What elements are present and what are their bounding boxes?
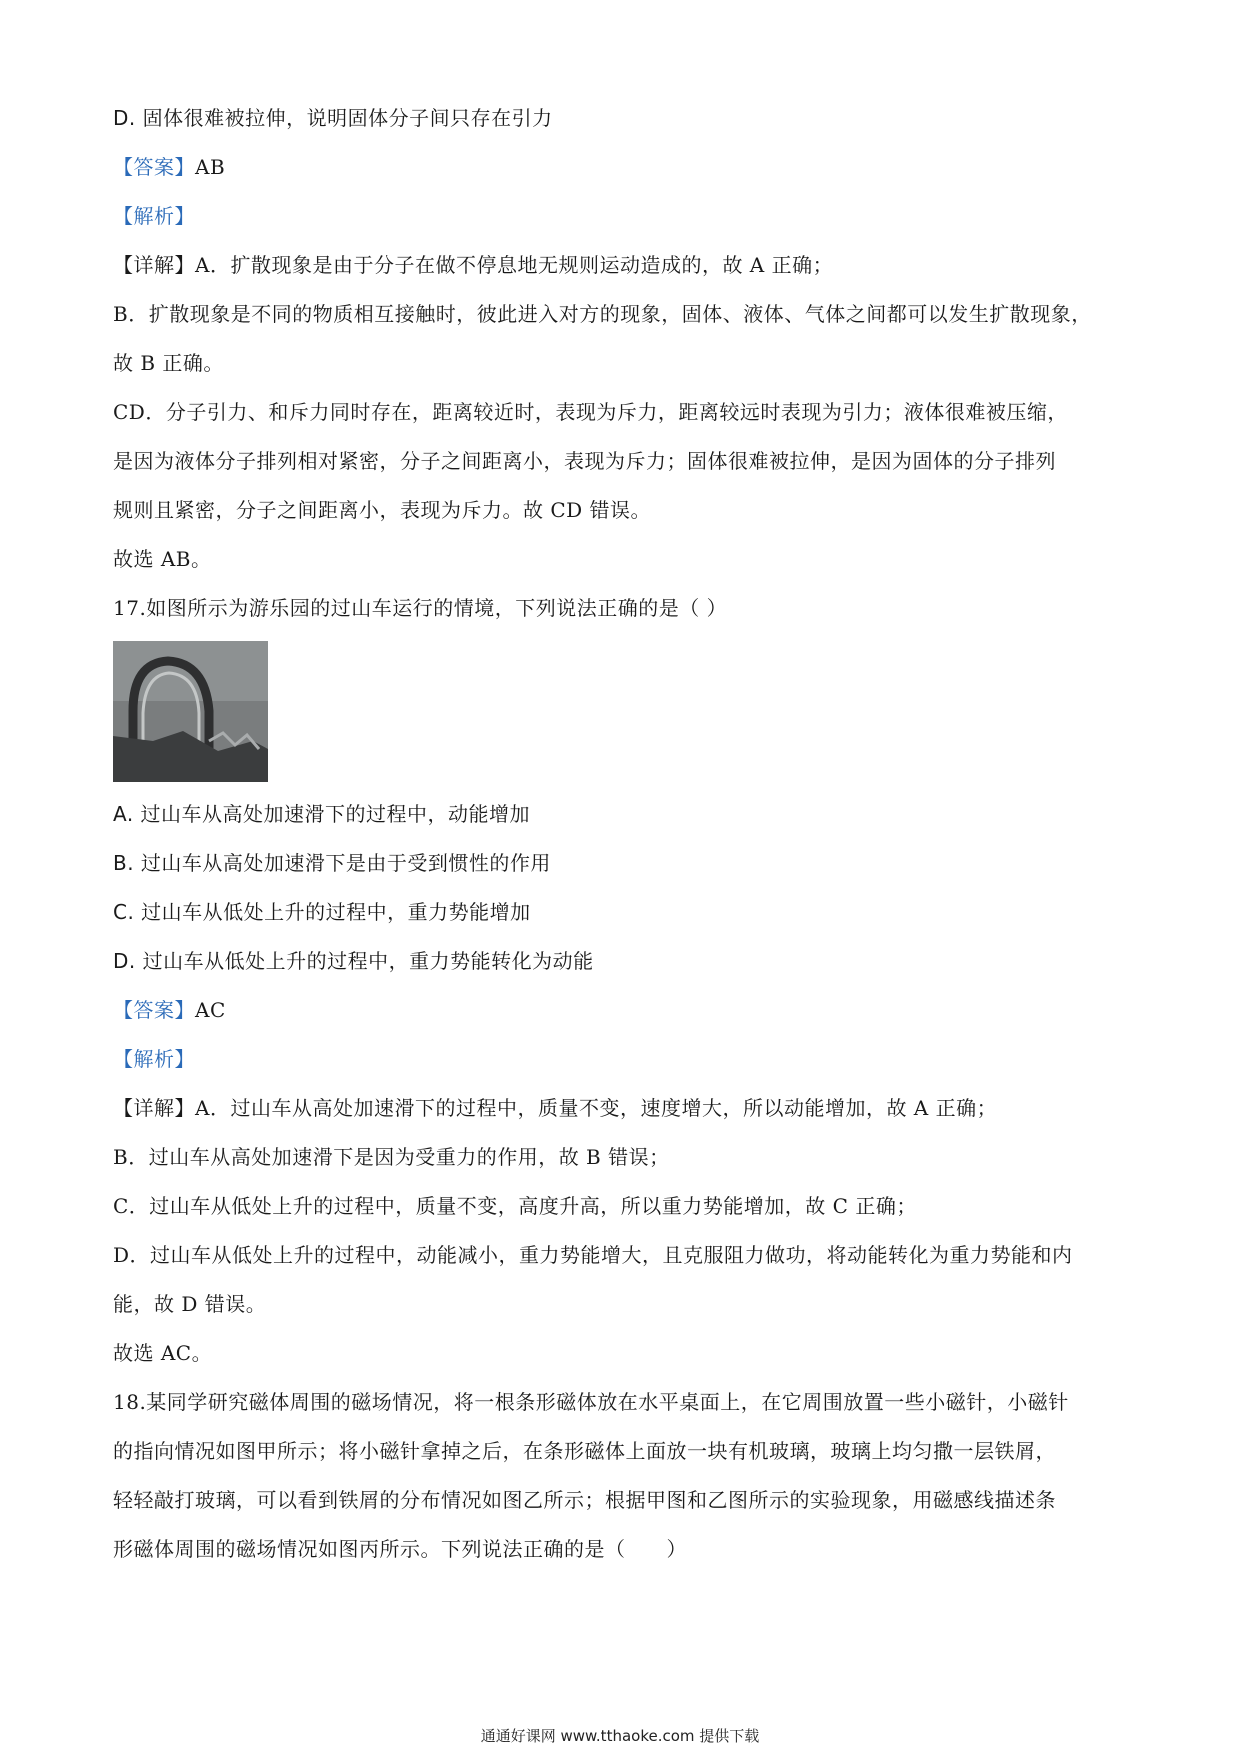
q18-line-4: 形磁体周围的磁场情况如图丙所示。下列说法正确的是（ ） <box>113 1537 687 1561</box>
q16-detail-cd-2: 是因为液体分子排列相对紧密，分子之间距离小，表现为斥力；固体很难被拉伸，是因为固体的分子排列 <box>113 449 1056 473</box>
q16-detail-b-2: 故 B 正确。 <box>113 351 224 375</box>
detail-tag: 【详解】 <box>113 1096 195 1120</box>
q16-analysis-tag: 【解析】 <box>113 204 195 228</box>
q17-option-d: D. 过山车从低处上升的过程中，重力势能转化为动能 <box>113 949 594 973</box>
q17-option-a: A. 过山车从高处加速滑下的过程中，动能增加 <box>113 802 531 826</box>
page-footer: 通通好课网 www.tthaoke.com 提供下载 <box>480 1727 760 1745</box>
q18-line-3: 轻轻敲打玻璃，可以看到铁屑的分布情况如图乙所示；根据甲图和乙图所示的实验现象，用磁感线描述条 <box>113 1488 1056 1512</box>
q16-answer: AB <box>195 155 226 179</box>
answer-tag: 【答案】 <box>113 155 195 179</box>
q17-detail-d-2: 能，故 D 错误。 <box>113 1292 267 1316</box>
q16-option-d: D. 固体很难被拉伸，说明固体分子间只存在引力 <box>113 106 553 130</box>
q16-detail-b-1: B．扩散现象是不同的物质相互接触时，彼此进入对方的现象，固体、液体、气体之间都可以发生扩散现象， <box>113 302 1092 326</box>
roller-coaster-image <box>113 641 268 782</box>
q16-conclusion: 故选 AB。 <box>113 547 212 571</box>
q18-line-2: 的指向情况如图甲所示；将小磁针拿掉之后，在条形磁体上面放一块有机玻璃，玻璃上均匀撒一层铁屑， <box>113 1439 1056 1463</box>
q17-analysis-tag: 【解析】 <box>113 1047 195 1071</box>
q17-question: 17.如图所示为游乐园的过山车运行的情境，下列说法正确的是（ ） <box>113 596 728 620</box>
q17-detail-c: C．过山车从低处上升的过程中，质量不变，高度升高，所以重力势能增加，故 C 正确； <box>113 1194 917 1218</box>
q17-option-c: C. 过山车从低处上升的过程中，重力势能增加 <box>113 900 531 924</box>
roller-coaster-photo <box>113 641 268 782</box>
q17-answer-line <box>113 996 226 1024</box>
q18-line-1: 18.某同学研究磁体周围的磁场情况，将一根条形磁体放在水平桌面上，在它周围放置一些小磁针，小磁针 <box>113 1390 1069 1414</box>
q17-conclusion: 故选 AC。 <box>113 1341 213 1365</box>
q16-detail-cd-1: CD．分子引力、和斥力同时存在，距离较近时，表现为斥力，距离较远时表现为引力；液体很难被压缩， <box>113 400 1068 424</box>
q16-detail-a: 【详解】A．扩散现象是由于分子在做不停息地无规则运动造成的，故 A 正确； <box>113 253 834 277</box>
q17-detail-b: B．过山车从高处加速滑下是因为受重力的作用，故 B 错误； <box>113 1145 670 1169</box>
q17-detail-a: 【详解】A．过山车从高处加速滑下的过程中，质量不变，速度增大，所以动能增加，故 A 正确； <box>113 1096 998 1120</box>
detail-tag: 【详解】 <box>113 253 195 277</box>
q17-answer: AC <box>195 998 226 1022</box>
answer-tag: 【答案】 <box>113 998 195 1022</box>
q16-answer-line <box>113 153 225 181</box>
q17-option-b: B. 过山车从高处加速滑下是由于受到惯性的作用 <box>113 851 551 875</box>
q16-detail-cd-3: 规则且紧密，分子之间距离小，表现为斥力。故 CD 错误。 <box>113 498 652 522</box>
q17-detail-d-1: D．过山车从低处上升的过程中，动能减小，重力势能增大，且克服阻力做功，将动能转化为重力势能和内 <box>113 1243 1073 1267</box>
